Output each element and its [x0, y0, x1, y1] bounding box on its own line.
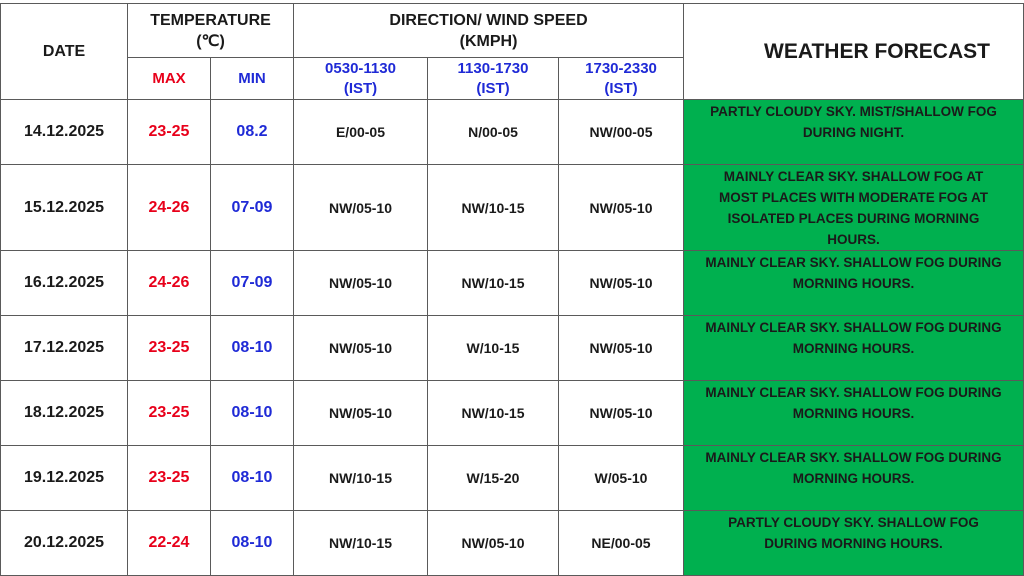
forecast-cell: [684, 100, 1024, 165]
wind-header: [294, 4, 684, 58]
forecast-line: MAINLY CLEAR SKY. SHALLOW FOG DURING: [705, 385, 1002, 400]
forecast-line: ISOLATED PLACES DURING MORNING: [727, 210, 980, 226]
table-row: [1, 381, 1024, 446]
min-temp-cell: 08-10: [211, 316, 294, 381]
forecast-cell: [684, 511, 1024, 576]
wind-morning-cell: NW/05-10: [294, 316, 428, 381]
max-temp-cell: 23-25: [128, 381, 211, 446]
temperature-header-title: TEMPERATURE: [150, 11, 271, 29]
max-temp-cell: 23-25: [128, 446, 211, 511]
forecast-line: MOST PLACES WITH MODERATE FOG AT: [719, 189, 989, 205]
wind-evening-cell: NW/05-10: [559, 316, 684, 381]
forecast-line: PARTLY CLOUDY SKY. SHALLOW FOG: [728, 515, 979, 530]
wind-evening-cell: NW/05-10: [559, 165, 684, 251]
date-cell: 14.12.2025: [1, 100, 128, 165]
forecast-line: MORNING HOURS.: [792, 406, 915, 421]
wind-morning-cell: NW/05-10: [294, 251, 428, 316]
date-cell: 17.12.2025: [1, 316, 128, 381]
forecast-cell: [684, 446, 1024, 511]
wind-evening-cell: NW/05-10: [559, 381, 684, 446]
wind-afternoon-cell: NW/10-15: [428, 251, 559, 316]
wind-afternoon-cell: NW/10-15: [428, 165, 559, 251]
date-cell: 18.12.2025: [1, 381, 128, 446]
date-cell: 16.12.2025: [1, 251, 128, 316]
forecast-line: PARTLY CLOUDY SKY. MIST/SHALLOW FOG: [710, 104, 997, 119]
table-row: [1, 446, 1024, 511]
table-row: [1, 316, 1024, 381]
forecast-line: MAINLY CLEAR SKY. SHALLOW FOG AT: [723, 168, 984, 184]
max-temp-cell: 24-26: [128, 251, 211, 316]
max-temp-cell: 23-25: [128, 316, 211, 381]
min-temp-cell: 08-10: [211, 511, 294, 576]
forecast-line: MAINLY CLEAR SKY. SHALLOW FOG DURING: [705, 450, 1002, 465]
wind-morning-cell: NW/05-10: [294, 165, 428, 251]
wind-afternoon-cell: NW/05-10: [428, 511, 559, 576]
slot-header-evening: [559, 58, 684, 100]
table-row: [1, 251, 1024, 316]
table-row: [1, 511, 1024, 576]
min-temp-cell: 08-10: [211, 381, 294, 446]
forecast-line: MAINLY CLEAR SKY. SHALLOW FOG DURING: [705, 255, 1002, 270]
slot-zone: (IST): [343, 79, 378, 97]
forecast-cell: [684, 251, 1024, 316]
date-header: DATE: [1, 4, 128, 100]
slot-zone: (IST): [604, 79, 638, 97]
wind-evening-cell: NW/00-05: [559, 100, 684, 165]
wind-evening-cell: NW/05-10: [559, 251, 684, 316]
min-temp-cell: 08.2: [211, 100, 294, 165]
max-temp-cell: 22-24: [128, 511, 211, 576]
forecast-cell: [684, 165, 1024, 251]
min-temp-cell: 08-10: [211, 446, 294, 511]
forecast-line: HOURS.: [827, 231, 880, 247]
wind-evening-cell: NE/00-05: [559, 511, 684, 576]
forecast-line: DURING MORNING HOURS.: [764, 536, 943, 551]
min-temp-cell: 07-09: [211, 165, 294, 251]
max-temp-cell: 23-25: [128, 100, 211, 165]
wind-afternoon-cell: W/15-20: [428, 446, 559, 511]
slot-header-morning: [294, 58, 428, 100]
forecast-line: MAINLY CLEAR SKY. SHALLOW FOG DURING: [705, 320, 1002, 335]
date-cell: 20.12.2025: [1, 511, 128, 576]
max-temp-cell: 24-26: [128, 165, 211, 251]
forecast-line: DURING NIGHT.: [802, 125, 905, 140]
forecast-cell: [684, 316, 1024, 381]
wind-morning-cell: E/00-05: [294, 100, 428, 165]
wind-morning-cell: NW/10-15: [294, 511, 428, 576]
temperature-header: [128, 4, 294, 58]
forecast-cell: [684, 381, 1024, 446]
date-cell: 15.12.2025: [1, 165, 128, 251]
wind-afternoon-cell: NW/10-15: [428, 381, 559, 446]
weather-forecast-table: [0, 3, 1024, 576]
slot-time: 1730-2330: [585, 59, 657, 77]
wind-header-title: DIRECTION/ WIND SPEED: [389, 11, 588, 29]
forecast-line: MORNING HOURS.: [792, 341, 915, 356]
forecast-line: MORNING HOURS.: [792, 276, 915, 291]
min-temp-cell: 07-09: [211, 251, 294, 316]
wind-morning-cell: NW/05-10: [294, 381, 428, 446]
wind-morning-cell: NW/10-15: [294, 446, 428, 511]
wind-evening-cell: W/05-10: [559, 446, 684, 511]
slot-time: 1130-1730: [457, 59, 529, 77]
table-row: [1, 100, 1024, 165]
min-header: MIN: [211, 58, 294, 100]
table-row: [1, 165, 1024, 251]
date-cell: 19.12.2025: [1, 446, 128, 511]
forecast-line: MORNING HOURS.: [792, 471, 915, 486]
temperature-header-unit: (℃): [196, 32, 225, 50]
slot-header-afternoon: [428, 58, 559, 100]
slot-zone: (IST): [476, 79, 510, 97]
weather-forecast-header: WEATHER FORECAST: [684, 4, 1024, 100]
wind-afternoon-cell: N/00-05: [428, 100, 559, 165]
wind-afternoon-cell: W/10-15: [428, 316, 559, 381]
max-header: MAX: [128, 58, 211, 100]
slot-time: 0530-1130: [325, 59, 396, 77]
wind-header-unit: (KMPH): [459, 32, 518, 50]
